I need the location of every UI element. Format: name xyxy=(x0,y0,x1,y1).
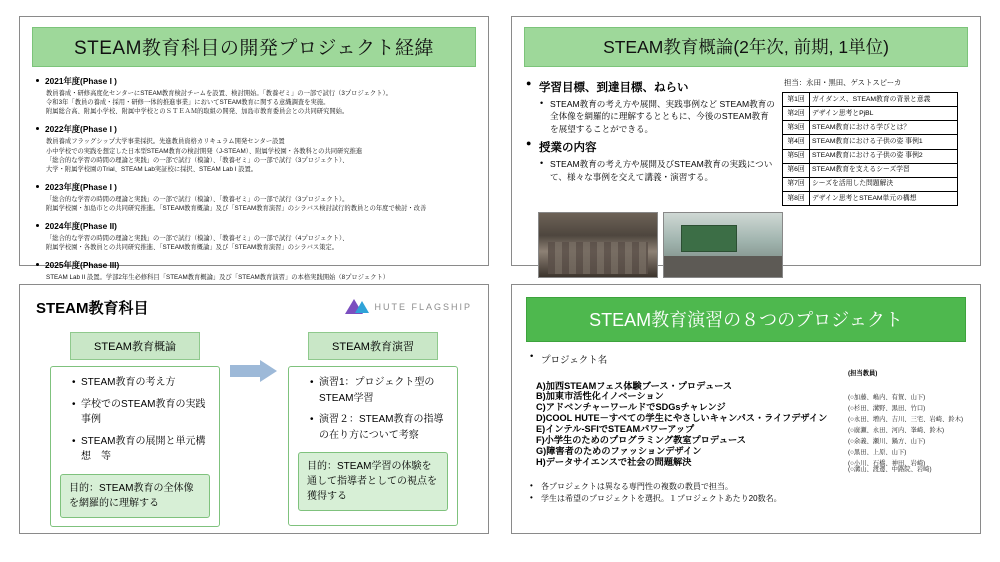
session-topic: STEAM教育における子供の姿 事例2 xyxy=(810,149,958,163)
year-heading: 2021年度(Phase I ) xyxy=(36,75,474,87)
year-line: 教員養成フラッグシップ大学事業採択。先進教員資格カリキュラム開発センター設置 xyxy=(46,138,285,146)
project-teachers: (○黒田、上原、山下) xyxy=(848,448,907,456)
project-list xyxy=(536,371,966,474)
year-block xyxy=(36,181,474,213)
arrow-shaft xyxy=(230,365,262,377)
project-header-row xyxy=(536,371,966,381)
course-flow xyxy=(20,332,488,527)
year-line: 小中学校での実践を想定した日本型STEAM教育の検討開発（J-STEAM）、附属学校園・各教科との共同研究推進 xyxy=(46,147,363,155)
lecture-hall-photo xyxy=(538,212,658,278)
arrow-right-icon xyxy=(230,360,278,382)
project-teachers: (○小川、石橋、神田、岩崎) xyxy=(848,459,926,467)
year-line: 附属学校園・各教員との共同研究推進、「STEAM教育概論」及び「STEAM教育演習」のシラバス策定。 xyxy=(46,244,339,252)
project-row xyxy=(536,413,966,424)
project-teachers: (○廣瀬、永田、河内、峯崎、鈴木) xyxy=(848,426,945,434)
table-row xyxy=(783,163,958,177)
year-line: 「総合的な学習の時間の理論と実践」の一部で試行（模論）、「教養ゼミ」の一部で試行（4プロジェクト）、 xyxy=(46,235,349,243)
footnote: • 学生は希望のプロジェクトを選択。１プロジェクトあたり20数名。 xyxy=(530,493,966,505)
course-overview-list xyxy=(60,375,210,465)
project-teachers: (○永田、増内、吉川、三宅、岩崎、鈴木) xyxy=(848,415,964,423)
project-name: G)障害者のためのファッションデザイン xyxy=(536,445,702,456)
project-row xyxy=(536,381,966,391)
slide-2-body xyxy=(512,75,980,278)
classroom-screen-photo xyxy=(663,212,783,278)
session-number: 第8回 xyxy=(783,192,810,206)
slide-4-title: STEAM教育演習の８つのプロジェクト xyxy=(526,297,966,342)
year-lines xyxy=(36,137,474,174)
course-practice-goal: 目的：STEAM学習の体験を通して指導者としての視点を獲得する xyxy=(298,452,448,511)
year-line: 「総合的な学習の時間の理論と実践」の一部で試行（模論）、「教養ゼミ」の一部で試行（3プロジェクト）、 xyxy=(46,156,349,164)
learning-goal-heading: ● 学習目標、到達目標、ねらい xyxy=(526,79,776,95)
session-topic: ガイダンス、STEAM教育の背景と意義 xyxy=(810,93,958,107)
session-topic: STEAM教育における学びとは？ xyxy=(810,121,958,135)
session-topic: STEAM教育を支えるシーズ学習 xyxy=(810,163,958,177)
course-practice-heading: STEAM教育演習 xyxy=(308,332,438,360)
year-block xyxy=(36,75,474,116)
year-line: 「総合的な学習の時間の理論と実践」の一部で試行（模論）、「教養ゼミ」の一部で試行（3プロジェクト）。 xyxy=(46,195,349,203)
slide-3-subject-structure xyxy=(19,284,489,534)
project-row xyxy=(536,446,966,457)
year-block xyxy=(36,220,474,252)
project-name: D)COOL HUTE－すべての学生にやさしいキャンパス・ライフデザイン xyxy=(536,412,828,423)
year-line: 大学・附属学校園のTrial、STEAM Lab実証校に採択、STEAM Lab I 設置。 xyxy=(46,165,258,173)
project-footnotes xyxy=(530,481,966,505)
project-list-label: • プロジェクト名 xyxy=(530,352,966,366)
table-row xyxy=(783,192,958,206)
year-line: 附属総合高、附属小学校、附属中学校とのＳＴＥＡＭ的取組の開発、加島市教育委員会との共同研究開始。 xyxy=(46,108,349,116)
course-overview-body xyxy=(50,366,220,527)
table-row xyxy=(783,135,958,149)
slide-1-body xyxy=(20,73,488,283)
flagship-logo-text: HUTE FLAGSHIP xyxy=(374,301,472,312)
list-item: • 演習1：プロジェクト型のSTEAM学習 xyxy=(310,375,448,406)
year-block xyxy=(36,123,474,174)
year-line: STEAM Lab II 設置。学部2年生必修科目「STEAM教育概論」及び「STEAM教育演習」の本格実践開始（8プロジェクト） xyxy=(46,274,390,282)
list-item: • STEAM教育の考え方 xyxy=(72,375,210,391)
triangle-blue-icon xyxy=(355,301,369,313)
session-number: 第3回 xyxy=(783,121,810,135)
list-item: • 学校でのSTEAM教育の実践事例 xyxy=(72,397,210,428)
slide-1-project-history xyxy=(19,16,489,282)
list-item: • 演習２：STEAM教育の指導の在り方について考察 xyxy=(310,412,448,443)
session-number: 第1回 xyxy=(783,93,810,107)
slide-2-title: STEAM教育概論(2年次, 前期, 1単位) xyxy=(524,27,968,67)
project-name: A)加西STEAMフェス体験ブース・プロデュース xyxy=(536,380,733,391)
year-lines xyxy=(36,234,474,252)
slide-2-right-column xyxy=(782,75,960,206)
year-heading: 2025年度(Phase III) xyxy=(36,259,474,271)
slide-2-course-overview xyxy=(511,16,981,266)
project-name: F)小学生のためのプログラミング教室プロデュース xyxy=(536,434,746,445)
project-name: C)アドベンチャーワールドでSDGsチャレンジ xyxy=(536,401,726,412)
year-lines xyxy=(36,195,474,213)
year-block xyxy=(36,259,474,282)
slide-2-columns xyxy=(526,75,970,206)
course-overview-column xyxy=(50,332,220,527)
project-name: B)加東市活性化イノベーション xyxy=(536,391,664,402)
year-line: 教員養成・研修高度化センターにSTEAM教育検討チームを設置、検討開始。「教養ゼミ」の一部で試行（3プロジェクト）。 xyxy=(46,90,392,97)
slide-1-title: STEAM教育科目の開発プロジェクト経緯 xyxy=(32,27,476,67)
session-number: 第7回 xyxy=(783,177,810,191)
photo-row xyxy=(538,212,970,278)
course-content-heading: ● 授業の内容 xyxy=(526,139,776,155)
session-table xyxy=(782,92,958,206)
arrow-head xyxy=(260,360,277,382)
table-row xyxy=(783,93,958,107)
session-topic: シーズを活用した問題解決 xyxy=(810,177,958,191)
session-topic: デザイン思考とSTEAM単元の構想 xyxy=(810,192,958,206)
footnote: • 各プロジェクトは異なる専門性の複数の教員で担当。 xyxy=(530,481,966,493)
session-number: 第4回 xyxy=(783,135,810,149)
year-lines xyxy=(36,89,474,116)
project-row xyxy=(536,402,966,413)
project-row xyxy=(536,391,966,402)
teachers-label: 担当：永田・黒田、ゲストスピーカ xyxy=(784,78,902,87)
project-row xyxy=(536,424,966,435)
table-row xyxy=(783,177,958,191)
list-item: • STEAM教育の展開と単元構想 等 xyxy=(72,434,210,465)
year-heading: 2023年度(Phase I ) xyxy=(36,181,474,193)
year-line: 令和3年「教員の養成・採用・研修一体的推進事業」においてSTEAM教育に関する意織調査を実施。 xyxy=(46,99,330,107)
project-teachers: (○加藤、嶋内、有賀、山下) xyxy=(848,394,926,402)
session-topic: STEAM教育における子供の姿 事例1 xyxy=(810,135,958,149)
table-row xyxy=(783,121,958,135)
year-lines xyxy=(36,273,474,282)
session-number: 第6回 xyxy=(783,163,810,177)
course-practice-column xyxy=(288,332,458,526)
slide-4-eight-projects xyxy=(511,284,981,534)
session-number: 第5回 xyxy=(783,149,810,163)
year-heading: 2024年度(Phase II) xyxy=(36,220,474,232)
year-line: 附属学校園・加島市との共同研究推進。「STEAM教育概論」及び「STEAM教育演習」のシラバス検討試行的教員との年度で検討・改善 xyxy=(46,205,427,212)
slide-3-title: STEAM教育科目 xyxy=(36,300,149,317)
course-practice-list xyxy=(298,375,448,443)
flagship-logo xyxy=(345,299,472,314)
slide-4-body xyxy=(512,352,980,505)
session-number: 第2回 xyxy=(783,107,810,121)
teacher-column-header: (担当教員) xyxy=(848,370,878,377)
course-overview-goal: 目的：STEAM教育の全体像を網羅的に理解する xyxy=(60,474,210,518)
table-row xyxy=(783,149,958,163)
project-teachers: (○溝山、渡邊、中路院、岩崎) xyxy=(848,466,932,474)
year-heading: 2022年度(Phase I ) xyxy=(36,123,474,135)
project-name: H)データサイエンスで社会の問題解決 xyxy=(536,456,692,467)
table-row xyxy=(783,107,958,121)
project-row xyxy=(536,435,966,446)
project-name: E)インテル-SFIでSTEAMパワーアップ xyxy=(536,423,695,434)
course-content-text: • STEAM教育の考え方や展開及びSTEAM教育の実践について、様々な事例を交えて講義・演習する。 xyxy=(538,158,776,183)
learning-goal-text: • STEAM教育の考え方や展開、実践事例など STEAM教育の全体像を網羅的に理解するとともに、今後のSTEAM教育を展望することができる。 xyxy=(538,98,776,135)
slide-2-left-column xyxy=(526,75,776,206)
project-teachers: (○余義、瀬川、鍋方、山下) xyxy=(848,437,926,445)
project-teachers: (○杉田、溝野、黒田、竹口) xyxy=(848,404,926,412)
course-practice-body xyxy=(288,366,458,526)
session-topic: デザイン思考とPjBL xyxy=(810,107,958,121)
project-row xyxy=(536,467,966,474)
course-overview-heading: STEAM教育概論 xyxy=(70,332,200,360)
